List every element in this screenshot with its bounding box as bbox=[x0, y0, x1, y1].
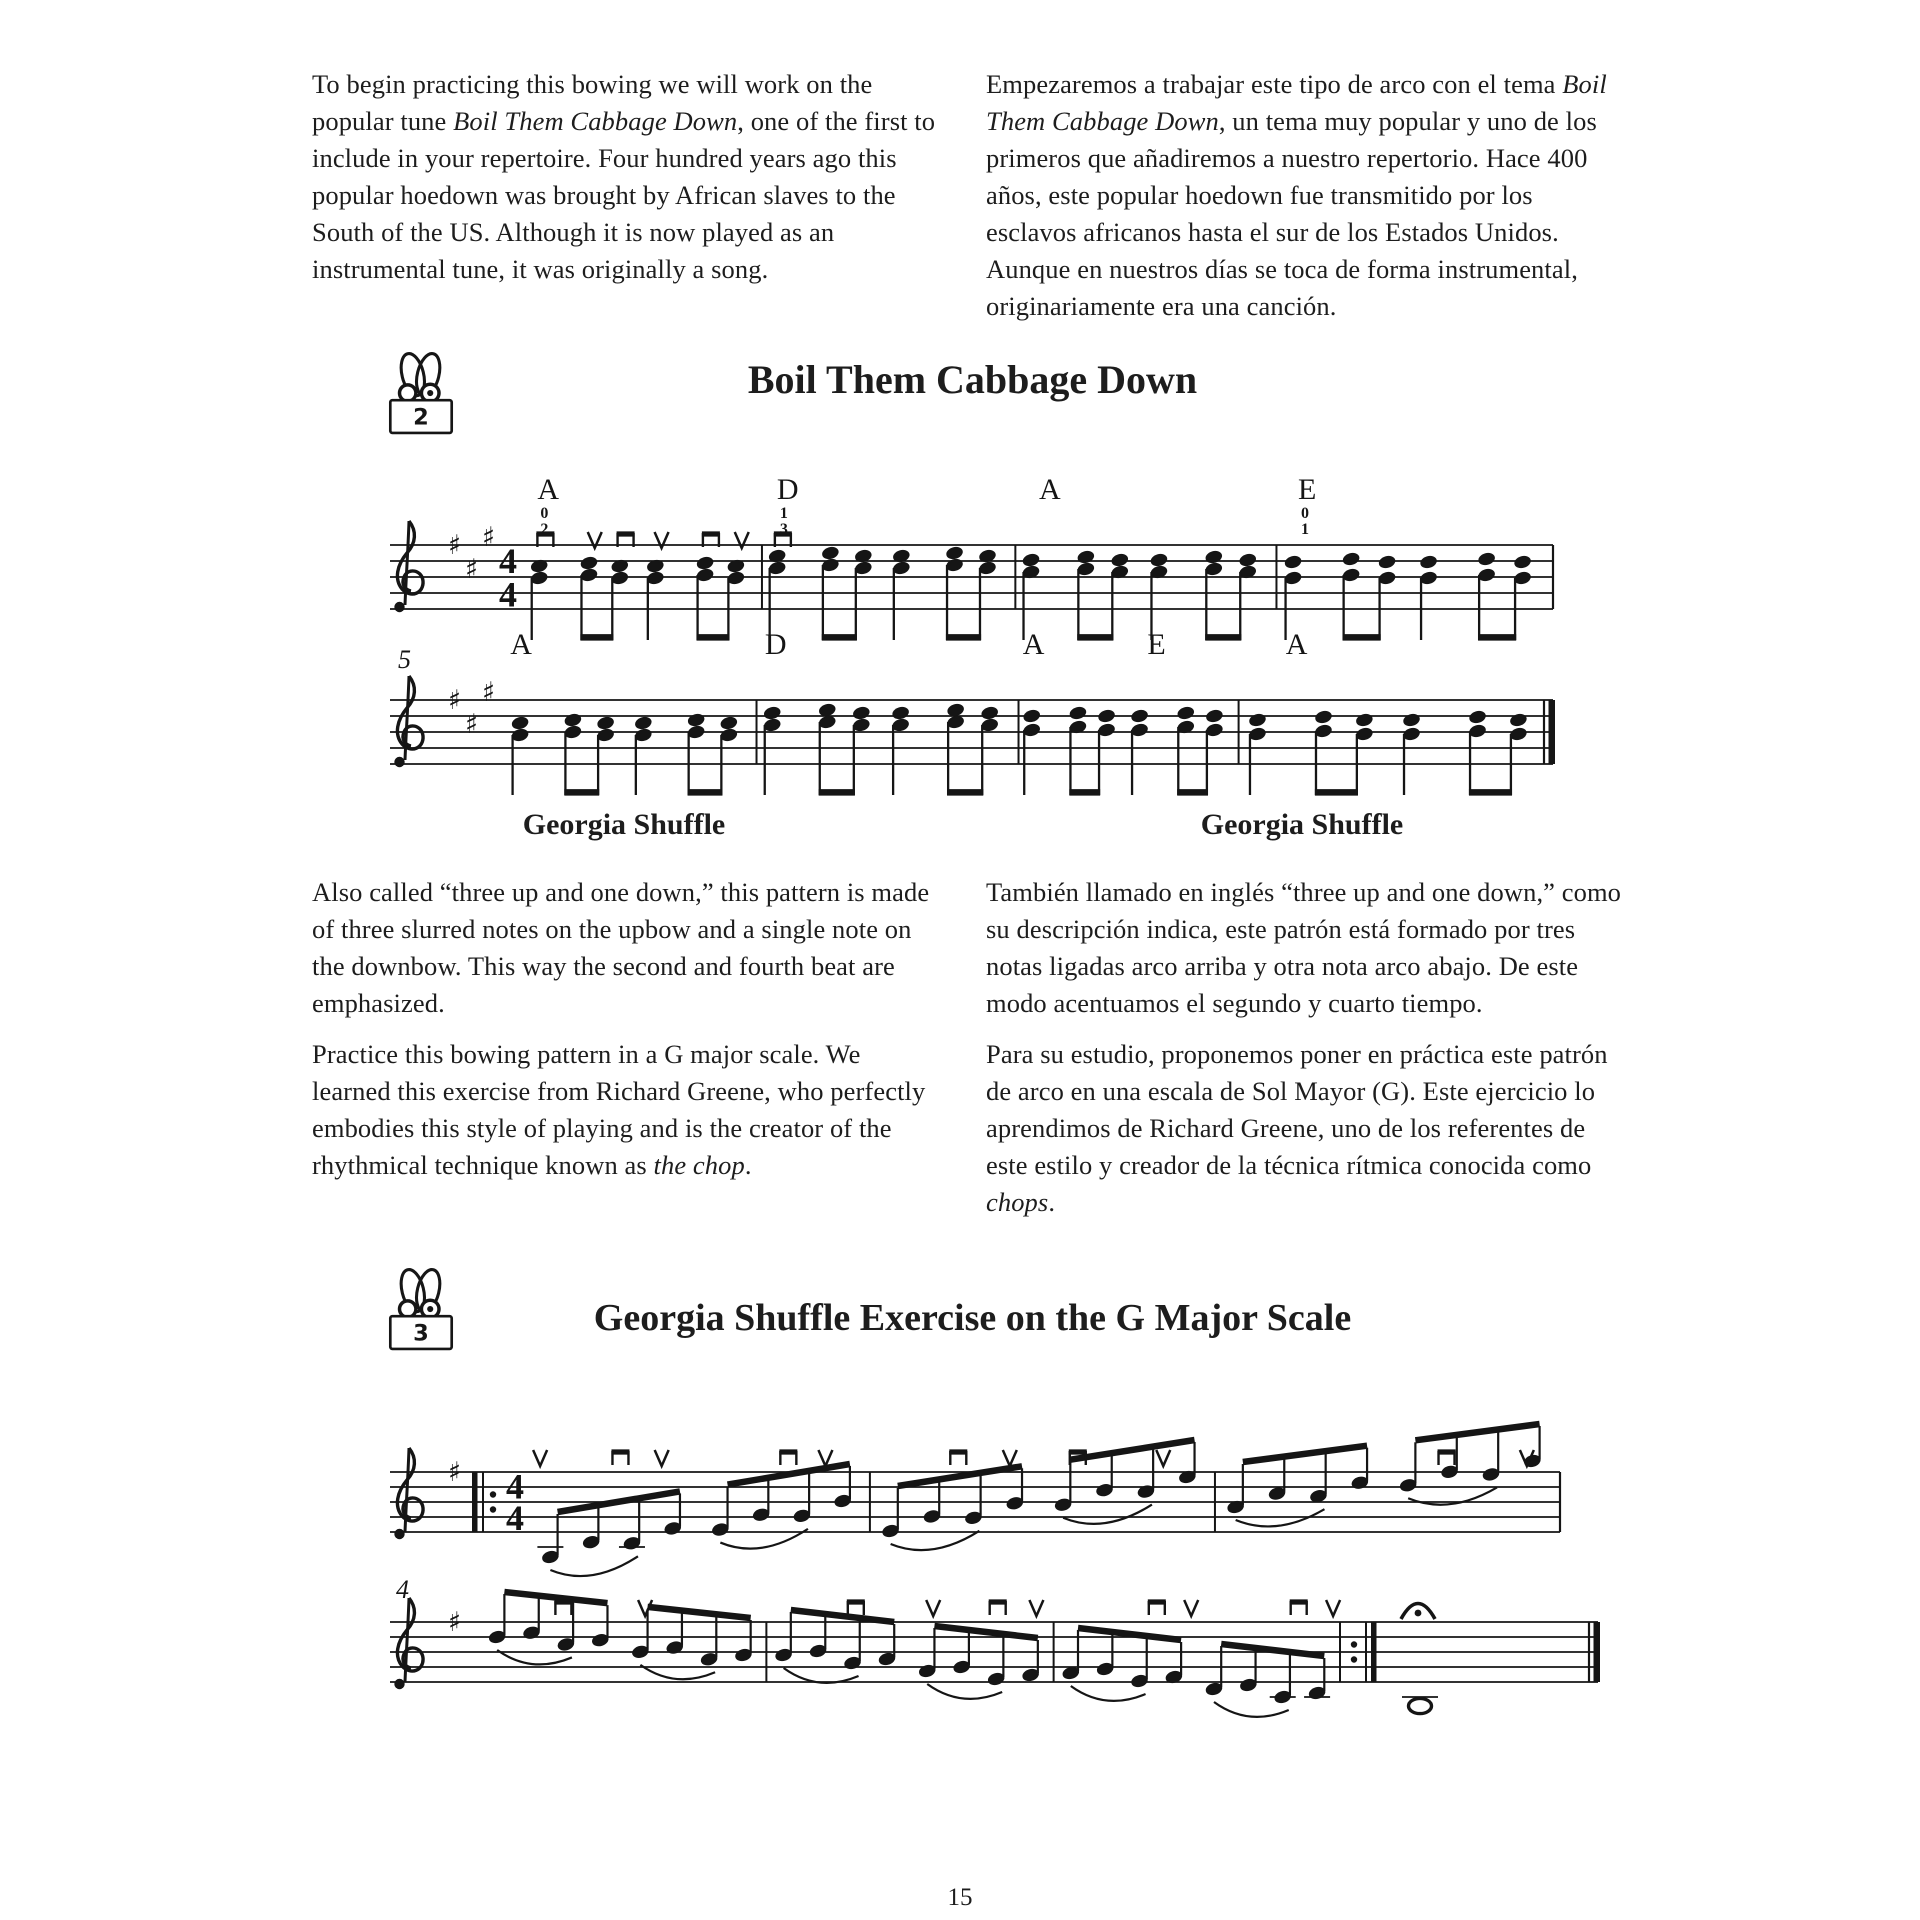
repeat-start-sign bbox=[472, 1472, 496, 1532]
down-bow-icon bbox=[1148, 1601, 1166, 1615]
measure-notes bbox=[1248, 709, 1528, 795]
measure-notes bbox=[510, 712, 738, 795]
slur bbox=[1214, 1702, 1289, 1717]
down-bow-icon bbox=[949, 1451, 967, 1465]
fingering-number: 2 bbox=[540, 521, 549, 538]
up-bow-icon bbox=[1326, 1600, 1340, 1616]
sharp-sign: ♯ bbox=[482, 522, 496, 553]
measure-notes bbox=[1021, 549, 1257, 640]
down-bow-icon bbox=[1069, 1451, 1087, 1465]
down-bow-icon bbox=[847, 1601, 865, 1615]
slur bbox=[640, 1665, 715, 1679]
measure-notes bbox=[537, 1464, 852, 1576]
treble-clef-icon bbox=[394, 676, 423, 767]
slur bbox=[497, 1650, 572, 1664]
subheading-english: Georgia Shuffle bbox=[522, 808, 726, 841]
subheading-spanish: Georgia Shuffle bbox=[1200, 808, 1404, 841]
whole-note bbox=[1402, 1697, 1438, 1714]
sharp-sign: ♯ bbox=[465, 709, 479, 740]
song1-system-1 bbox=[390, 473, 1553, 640]
slur bbox=[1236, 1509, 1325, 1526]
slur bbox=[1408, 1487, 1497, 1504]
svg-text:4: 4 bbox=[506, 1466, 524, 1507]
slur bbox=[927, 1684, 1002, 1699]
chord-label bbox=[510, 628, 532, 661]
repeat-end-sign bbox=[1351, 1622, 1377, 1682]
fingering-number: 1 bbox=[1301, 521, 1310, 538]
up-bow-icon bbox=[1184, 1600, 1198, 1616]
chord-label bbox=[1147, 628, 1165, 661]
down-bow-icon bbox=[1290, 1601, 1308, 1615]
down-bow-icon bbox=[617, 533, 635, 547]
svg-text:A: A bbox=[1285, 628, 1308, 661]
down-bow-icon bbox=[774, 533, 792, 547]
song2-system-1 bbox=[390, 1424, 1560, 1576]
svg-text:4: 4 bbox=[499, 574, 517, 615]
svg-text:D: D bbox=[776, 473, 799, 506]
sharp-sign: ♯ bbox=[465, 554, 479, 585]
down-bow-icon bbox=[779, 1451, 797, 1465]
up-bow-icon bbox=[818, 1450, 832, 1466]
fingering-number: 3 bbox=[779, 521, 788, 538]
measure-number: 4 bbox=[396, 1575, 409, 1604]
down-bow-icon bbox=[1438, 1451, 1456, 1465]
measure-notes bbox=[763, 702, 1000, 795]
svg-text:A: A bbox=[1022, 628, 1045, 661]
down-bow-icon bbox=[611, 1451, 629, 1465]
measure-notes bbox=[774, 1610, 1040, 1699]
song2-system-2 bbox=[390, 1575, 1600, 1717]
song1-system-2 bbox=[390, 628, 1555, 795]
treble-clef-icon bbox=[394, 1598, 423, 1689]
paragraph-spanish-practice: Para su estudio, proponemos poner en práctica este patrón de arco en una escala de Sol Mayor (G). Este ejercicio lo aprendimos de Richard Greene, uno de los referentes de este estilo y creador de la técnica rítmica conocida como chops. bbox=[986, 1039, 1608, 1217]
measure-notes bbox=[1061, 1628, 1330, 1717]
sharp-sign: ♯ bbox=[448, 1607, 462, 1638]
svg-text:4: 4 bbox=[506, 1497, 524, 1538]
slur bbox=[720, 1529, 808, 1549]
measure-notes bbox=[881, 1440, 1197, 1550]
chord-label bbox=[765, 628, 787, 661]
fingering-number: 1 bbox=[779, 505, 788, 522]
svg-text:E: E bbox=[1147, 628, 1166, 661]
chord-label bbox=[1023, 628, 1045, 661]
chord-label bbox=[1298, 473, 1316, 538]
time-signature bbox=[499, 541, 517, 615]
slur bbox=[1063, 1505, 1152, 1524]
fermata-icon bbox=[1401, 1604, 1435, 1620]
svg-text:D: D bbox=[764, 628, 787, 661]
intro-paragraph-spanish: Empezaremos a trabajar este tipo de arco con el tema Boil Them Cabbage Down, un tema muy popular y uno de los primeros que añadiremos a nuestro repertorio. Hace 400 años, este popular hoedown fue transmitido por los esclavos africanos hasta el sur de los Estados Unidos. Aunque en nuestros días se toca de forma instrumental, originariamente era una canción. bbox=[986, 69, 1607, 321]
measure-notes bbox=[487, 1592, 753, 1679]
down-bow-icon bbox=[989, 1601, 1007, 1615]
slur bbox=[784, 1668, 859, 1683]
svg-text:4: 4 bbox=[499, 541, 517, 581]
svg-text:E: E bbox=[1298, 473, 1317, 506]
sharp-sign: ♯ bbox=[448, 1457, 462, 1488]
fingering-number: 0 bbox=[1301, 505, 1310, 522]
up-bow-icon bbox=[1003, 1450, 1017, 1466]
measure-notes bbox=[1022, 705, 1224, 795]
page-number: 15 bbox=[947, 1884, 973, 1911]
svg-text:A: A bbox=[1039, 473, 1061, 506]
exercise-title: Georgia Shuffle Exercise on the G Major Scale bbox=[593, 1297, 1352, 1339]
sharp-sign: ♯ bbox=[482, 677, 496, 708]
slur bbox=[550, 1556, 638, 1576]
chord-label bbox=[1039, 473, 1061, 506]
treble-clef-icon bbox=[394, 521, 423, 612]
up-bow-icon bbox=[655, 1450, 669, 1466]
paragraph-english-practice: Practice this bowing pattern in a G major scale. We learned this exercise from Richard Greene, who perfectly embodies this style of playing and is the creator of the rhythmical technique known as the chop. bbox=[312, 1039, 926, 1180]
song-title: Boil Them Cabbage Down bbox=[747, 357, 1198, 402]
fingering-number: 0 bbox=[540, 505, 549, 522]
slur bbox=[1071, 1686, 1146, 1701]
up-bow-icon bbox=[735, 532, 749, 548]
measure-number: 5 bbox=[398, 645, 411, 674]
measure-notes bbox=[767, 545, 997, 640]
up-bow-icon bbox=[655, 532, 669, 548]
up-bow-icon bbox=[638, 1600, 652, 1616]
track-number: 3 bbox=[413, 1320, 429, 1347]
measure-notes bbox=[1226, 1424, 1542, 1526]
chord-label bbox=[537, 473, 559, 538]
down-bow-icon bbox=[702, 533, 720, 547]
chord-label bbox=[1286, 628, 1308, 661]
slur bbox=[891, 1531, 980, 1550]
paragraph-english-pattern: Also called “three up and one down,” this pattern is made of three slurred notes on the upbow and a single note on the downbow. This way the second and fourth beat are emphasized. bbox=[312, 877, 930, 1018]
up-bow-icon bbox=[926, 1600, 940, 1616]
down-bow-icon bbox=[554, 1601, 572, 1615]
up-bow-icon bbox=[533, 1450, 547, 1466]
sharp-sign: ♯ bbox=[448, 685, 462, 716]
intro-paragraph-english: To begin practicing this bowing we will work on the popular tune Boil Them Cabbage Down, one of the first to include in your repertoire. Four hundred years ago this popular hoedown was brought by African slaves to the South of the US. Although it is now played as an instrumental tune, it was originally a song. bbox=[312, 69, 936, 284]
down-bow-icon bbox=[536, 533, 554, 547]
track-number: 2 bbox=[413, 404, 429, 431]
up-bow-icon bbox=[1156, 1450, 1170, 1466]
svg-text:A: A bbox=[510, 628, 532, 661]
up-bow-icon bbox=[1520, 1450, 1534, 1466]
up-bow-icon bbox=[588, 532, 602, 548]
up-bow-icon bbox=[1029, 1600, 1043, 1616]
measure-notes bbox=[530, 555, 746, 640]
paragraph-spanish-pattern: También llamado en inglés “three up and one down,” como su descripción indica, este patrón está formado por tres notas ligadas arco arriba y otra nota arco abajo. De este modo acentuamos el segundo y cuarto tiempo. bbox=[986, 877, 1622, 1018]
time-signature bbox=[506, 1466, 524, 1538]
chord-label bbox=[777, 473, 799, 538]
sharp-sign: ♯ bbox=[448, 530, 462, 561]
svg-text:A: A bbox=[537, 473, 560, 506]
measure-notes bbox=[1283, 551, 1532, 640]
treble-clef-icon bbox=[394, 1448, 423, 1539]
